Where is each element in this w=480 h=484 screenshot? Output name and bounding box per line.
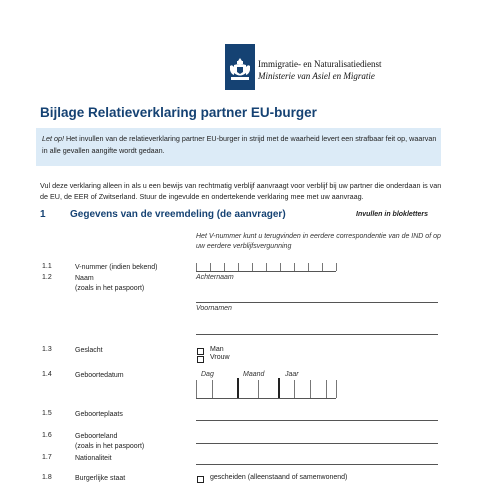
- field-number: 1.8: [42, 474, 52, 481]
- field-tick: [294, 263, 295, 271]
- field-sublabel: (zoals in het paspoort): [75, 443, 145, 450]
- field-label: V-nummer (indien bekend): [75, 264, 158, 271]
- birthdate-field[interactable]: [196, 398, 336, 399]
- field-tick: [196, 263, 197, 271]
- field-tick: [336, 380, 337, 398]
- field-tick: [212, 380, 213, 398]
- field-number: 1.1: [42, 263, 52, 270]
- warning-prefix: Let op!: [42, 134, 64, 143]
- field-tick: [310, 380, 311, 398]
- field-label: Naam: [75, 275, 94, 282]
- field-tick: [252, 263, 253, 271]
- year-caption: Jaar: [285, 371, 299, 378]
- section-number: 1: [40, 209, 46, 220]
- field-tick: [210, 263, 211, 271]
- field-label: Geslacht: [75, 347, 103, 354]
- field-tick: [258, 380, 259, 398]
- field-number: 1.2: [42, 274, 52, 281]
- org-name: Immigratie- en Naturalisatiedienst: [258, 59, 382, 69]
- field-number: 1.7: [42, 454, 52, 461]
- field-tick: [266, 263, 267, 271]
- birthcountry-field[interactable]: [196, 443, 438, 444]
- divorced-label: gescheiden (alleenstaand of samenwonend): [210, 474, 348, 481]
- document-title: Bijlage Relatieverklaring partner EU-burger: [40, 105, 317, 120]
- intro-text: Vul deze verklaring alleen in als u een bewijs van rechtmatig verblijf aanvraagt voor verblijf bij uw partner die onderdaan is van de EU, de EER of Zwitserland. Stuur de ingevulde en ondertekende verklaring mee met uw aanvraag.: [40, 181, 442, 201]
- day-caption: Dag: [201, 371, 214, 378]
- field-tick: [326, 380, 327, 398]
- field-tick: [196, 380, 197, 398]
- firstnames-caption: Voornamen: [196, 305, 232, 312]
- field-tick: [294, 380, 295, 398]
- month-caption: Maand: [243, 371, 265, 378]
- firstnames-field[interactable]: [196, 334, 438, 335]
- ministry-name: Ministerie van Asiel en Migratie: [258, 71, 375, 81]
- field-label: Burgerlijke staat: [75, 475, 126, 482]
- vnumber-field[interactable]: [196, 271, 336, 272]
- vnumber-note: Het V-nummer kunt u terugvinden in eerdere correspondentie van de IND of op uw eerdere verblijfsvergunning: [196, 233, 441, 250]
- field-number: 1.3: [42, 346, 52, 353]
- crest-icon: [228, 56, 252, 82]
- field-tick: [322, 263, 323, 271]
- warning-text: [42, 133, 437, 157]
- lastname-caption: Achternaam: [196, 274, 234, 281]
- field-number: 1.4: [42, 371, 52, 378]
- field-number: 1.6: [42, 432, 52, 439]
- section-hint: Invullen in blokletters: [356, 211, 428, 218]
- field-label: Geboortedatum: [75, 372, 124, 379]
- nationality-field[interactable]: [196, 464, 438, 465]
- field-tick: [336, 263, 337, 271]
- field-label: Geboorteplaats: [75, 411, 123, 418]
- field-label: Nationaliteit: [75, 455, 112, 462]
- field-label: Geboorteland: [75, 433, 118, 440]
- lastname-field[interactable]: [196, 302, 438, 303]
- date-separator: [278, 378, 280, 398]
- field-tick: [280, 263, 281, 271]
- field-tick: [308, 263, 309, 271]
- warning-box: [36, 128, 441, 166]
- field-sublabel: (zoals in het paspoort): [75, 285, 145, 292]
- female-label: Vrouw: [210, 354, 230, 361]
- female-checkbox[interactable]: [197, 356, 204, 363]
- field-tick: [238, 263, 239, 271]
- field-tick: [224, 263, 225, 271]
- section-title: Gegevens van de vreemdeling (de aanvrager): [70, 209, 286, 220]
- field-number: 1.5: [42, 410, 52, 417]
- male-label: Man: [210, 346, 224, 353]
- birthplace-field[interactable]: [196, 420, 438, 421]
- warning-body: Het invullen van de relatieverklaring partner EU-burger in strijd met de waarheid levert een strafbaar feit op, waarvan in alle gevallen aangifte wordt gedaan.: [42, 134, 437, 155]
- date-separator: [237, 378, 239, 398]
- male-checkbox[interactable]: [197, 348, 204, 355]
